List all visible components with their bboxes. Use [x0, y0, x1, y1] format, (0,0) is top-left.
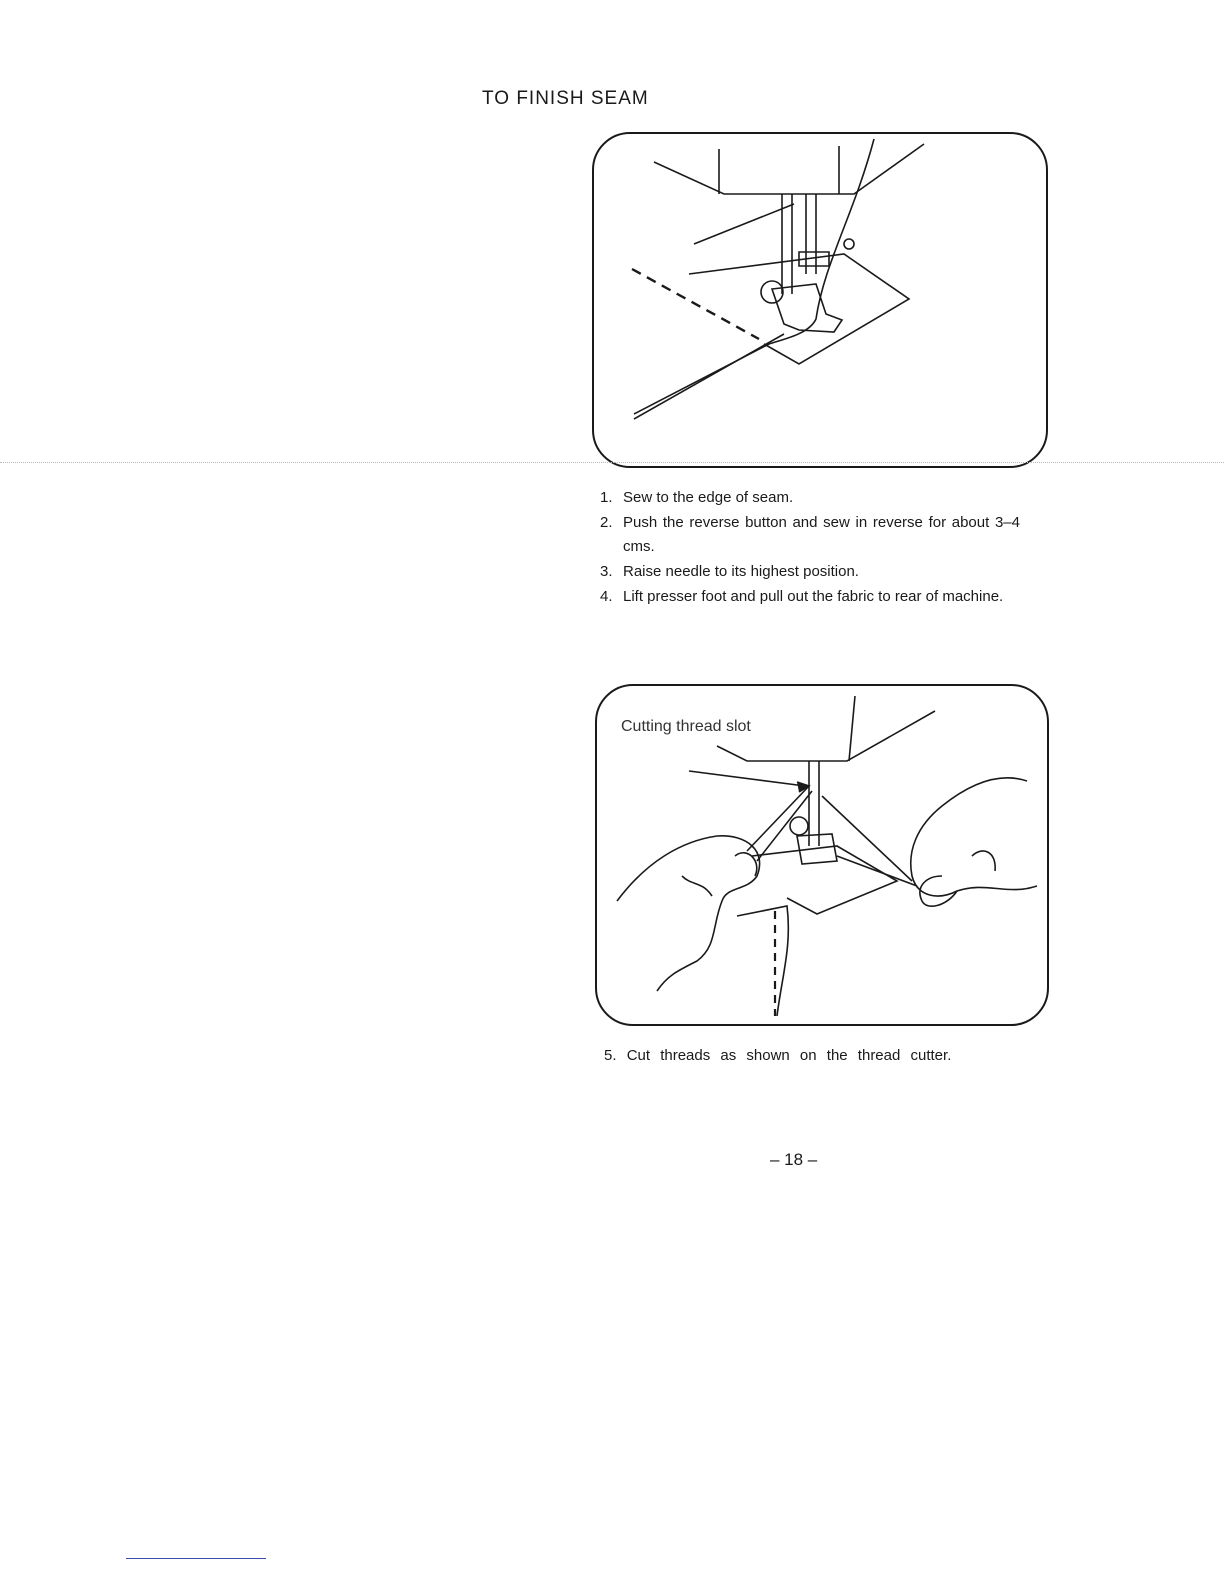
step-number: 1. [600, 489, 613, 506]
page-number: – 18 – [770, 1150, 818, 1169]
step-text: Sew to the edge of seam. [623, 489, 794, 506]
list-item [600, 511, 1020, 559]
step-text: Lift presser foot and pull out the fabric to rear of machine. [623, 588, 1004, 605]
figure-cut-threads-illustration [595, 684, 1049, 1026]
list-item [600, 585, 1020, 609]
list-item [600, 486, 1020, 510]
step-text: Push the reverse button and sew in reverse for about 3–4 cms. [623, 514, 1020, 555]
page-fold-divider [0, 462, 1224, 463]
figure-sew-edge-illustration [592, 132, 1048, 468]
step-text: Raise needle to its highest position. [623, 563, 859, 580]
presser-foot-drawing [594, 134, 1046, 466]
bottom-rule [126, 1558, 266, 1559]
step-number: 3. [600, 563, 613, 580]
thread-cutter-drawing [597, 686, 1047, 1024]
step-number: 2. [600, 514, 613, 531]
cutting-thread-slot-label: Cutting thread slot [621, 718, 751, 735]
step-text: Cut threads as shown on the thread cutter. [626, 1047, 952, 1064]
list-item [600, 560, 1020, 584]
page-title: TO FINISH SEAM [482, 88, 649, 109]
step-number: 4. [600, 588, 613, 605]
step-5-instruction [604, 1047, 951, 1064]
step-number: 5. [604, 1047, 617, 1064]
instruction-steps-list [600, 486, 1020, 610]
